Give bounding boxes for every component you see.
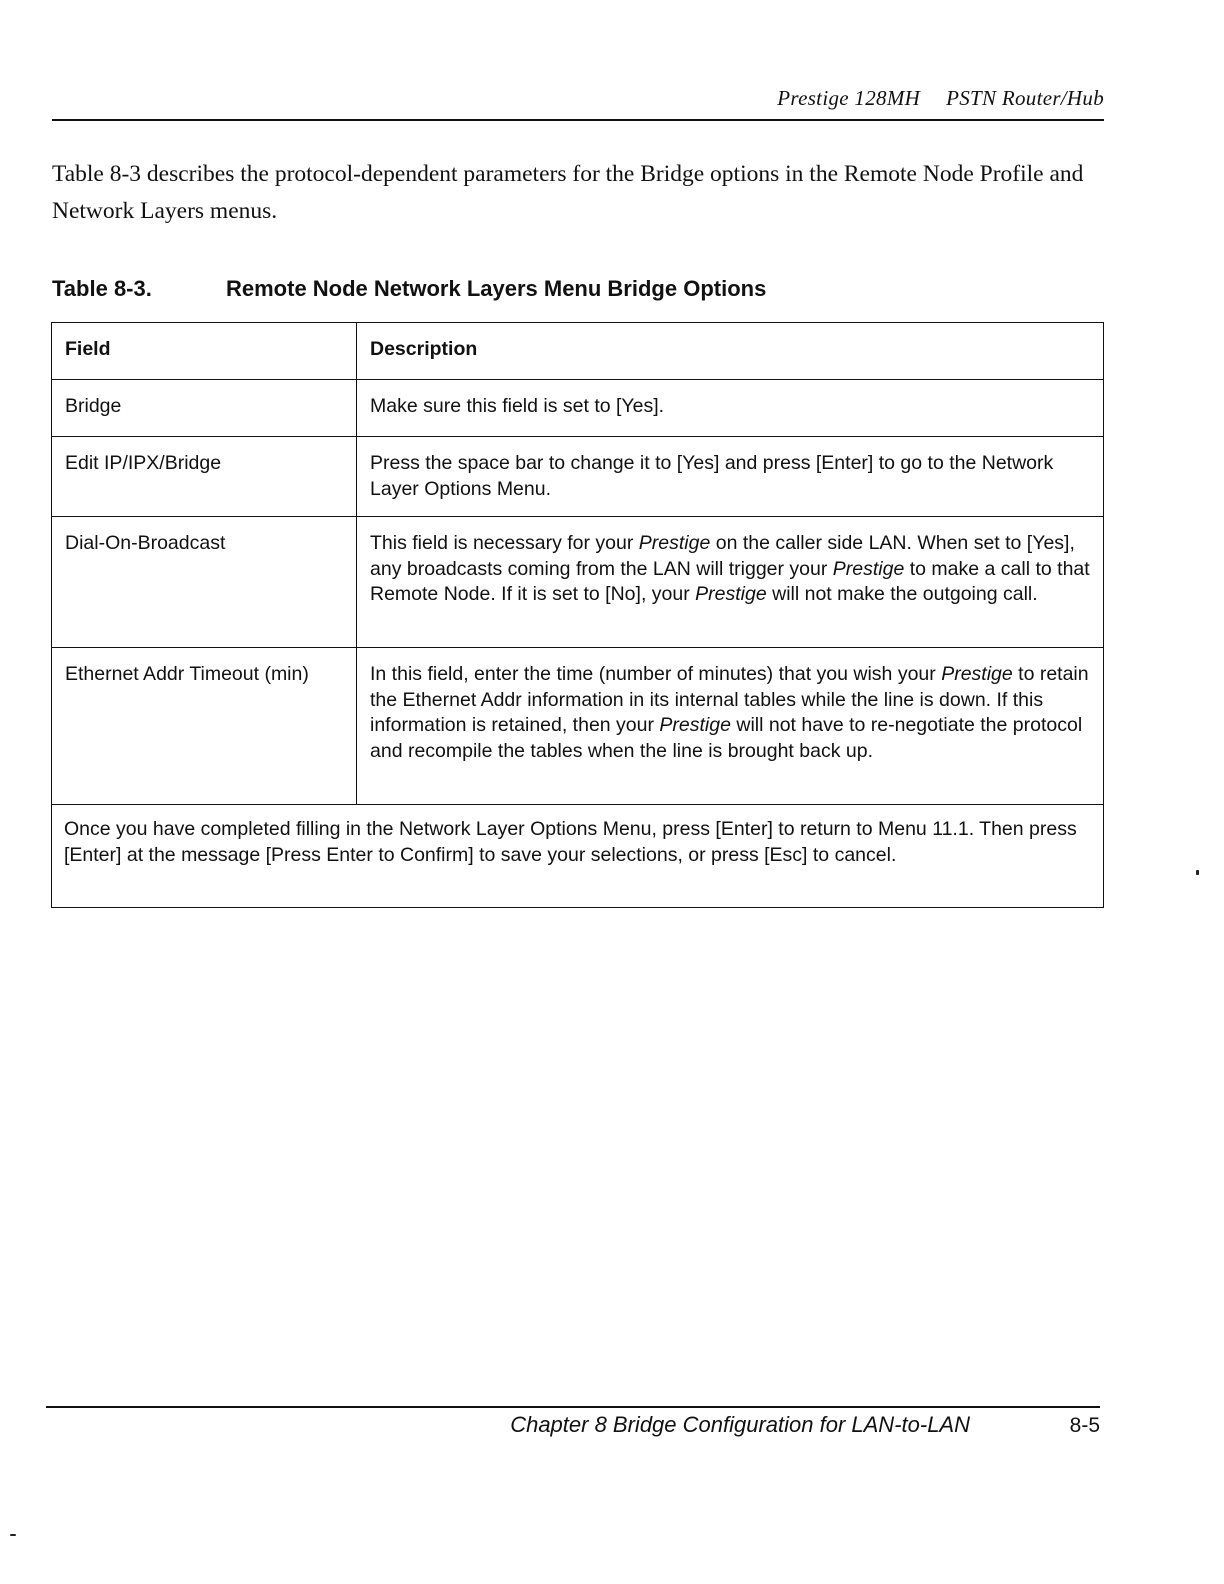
table-header-row bbox=[52, 323, 1104, 380]
table-row bbox=[52, 380, 1104, 437]
table-caption bbox=[52, 276, 1104, 302]
product-name-emphasis: Prestige bbox=[941, 663, 1013, 685]
description-text: on the caller side LAN. When set to [Yes], any broadcasts coming from the LAN will trigger your bbox=[370, 532, 1075, 580]
description-cell: Make sure this field is set to [Yes]. bbox=[357, 380, 1104, 437]
header-product: Prestige 128MH bbox=[777, 86, 921, 110]
description-cell: Press the space bar to change it to [Yes] and press [Enter] to go to the Network Layer Options Menu. bbox=[357, 437, 1104, 517]
running-header bbox=[52, 86, 1104, 111]
table-caption-title: Remote Node Network Layers Menu Bridge Options bbox=[226, 276, 767, 301]
field-cell: Bridge bbox=[52, 380, 357, 437]
table-row bbox=[52, 437, 1104, 517]
table-caption-number: Table 8-3. bbox=[52, 276, 152, 301]
product-name-emphasis: Prestige bbox=[695, 583, 767, 605]
table-row bbox=[52, 648, 1104, 805]
column-header-description: Description bbox=[357, 323, 1104, 380]
description-cell bbox=[357, 517, 1104, 648]
field-cell: Edit IP/IPX/Bridge bbox=[52, 437, 357, 517]
description-cell bbox=[357, 648, 1104, 805]
table-note: Once you have completed filling in the Network Layer Options Menu, press [Enter] to return to Menu 11.1. Then press [Enter] at the message [Press Enter to Confirm] to save your selections, or press [Esc] to cancel. bbox=[52, 805, 1104, 908]
bridge-options-table bbox=[51, 322, 1104, 908]
description-text: to retain the Ethernet Addr information in its internal tables while the line is down. If this information is retained, then your bbox=[370, 663, 1089, 736]
description-text: In this field, enter the time (number of minutes) that you wish your bbox=[370, 663, 942, 685]
table-row bbox=[52, 517, 1104, 648]
field-cell: Ethernet Addr Timeout (min) bbox=[52, 648, 357, 805]
product-name-emphasis: Prestige bbox=[832, 557, 905, 580]
footer-rule bbox=[46, 1406, 1100, 1408]
footer-chapter: Chapter 8 Bridge Configuration for LAN-to-LAN bbox=[510, 1412, 970, 1437]
product-name-emphasis: Prestige bbox=[659, 714, 731, 736]
page-number: 8-5 bbox=[1069, 1414, 1100, 1437]
intro-paragraph: Table 8-3 describes the protocol-dependent parameters for the Bridge options in the Remote Node Profile and Network Layers menus. bbox=[52, 161, 1084, 224]
description-text: will not have to re-negotiate the protocol and recompile the tables when the line is brought back up. bbox=[370, 714, 1083, 762]
description-text: This field is necessary for your bbox=[370, 532, 639, 554]
field-cell: Dial-On-Broadcast bbox=[52, 517, 357, 648]
header-rule bbox=[52, 119, 1104, 121]
description-text: to make a call to that Remote Node. If it is set to [No], your bbox=[370, 557, 1090, 605]
scan-speck bbox=[10, 1534, 16, 1536]
product-name-emphasis: Prestige bbox=[638, 532, 711, 554]
header-device: PSTN Router/Hub bbox=[946, 86, 1104, 110]
table-note-row bbox=[52, 805, 1104, 908]
description-text: will not make the outgoing call. bbox=[766, 583, 1038, 605]
scan-speck bbox=[1196, 870, 1199, 875]
column-header-field: Field bbox=[52, 323, 357, 380]
